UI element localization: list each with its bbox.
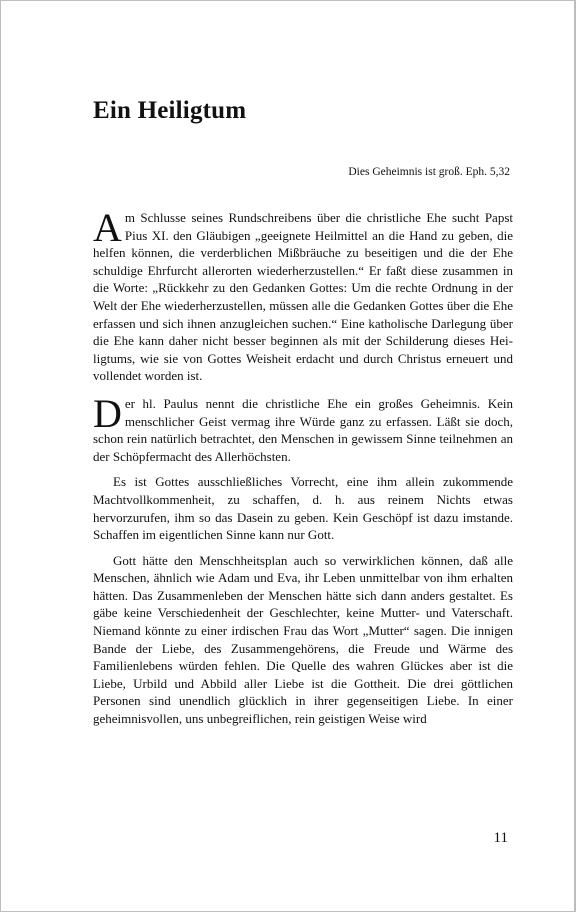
paragraph-text: er hl. Paulus nennt die christliche Ehe ein großes Geheimnis. Kein menschlicher Geist vermag ihre Würde ganz zu erfassen. Läßt sie doch, schon rein natürlich betrachtet, den Menschen in gewissem Sinne teilnehmen an der Schöpfermacht des Allerhöchsten. bbox=[93, 395, 513, 464]
paragraph-intro bbox=[93, 205, 513, 385]
drop-cap: D bbox=[93, 390, 122, 436]
paragraph: Gott hätte den Menschheitsplan auch so verwirklichen können, daß alle Menschen, ähnlich wie Adam und Eva, ihr Leben unmittelbar von ihm erhalten hätten. Das Zusammenleben der Menschen hätte sich dann anders gestaltet. Es gäbe keine Verschiedenheit der Geschlechter, keine Mutter- und Vaterschaft. Niemand könnte zu einer irdischen Frau das Wort „Mutter“ sagen. Die innigen Bande der Liebe, des Zusammengehörens, die Freude und Wärme des Familienlebens würden fehlen. Die Quelle des wahren Glückes aber ist die Liebe, Urbild und Abbild aller Liebe ist die Gottheit. Die drei göttlichen Personen sind unendlich glücklich in ihrer gegenseitigen Liebe. In einer geheimnisvollen, uns unbegreiflichen, rein geistigen Weise wird bbox=[93, 552, 513, 727]
paragraph-text: m Schlusse seines Rundschreibens über die christliche Ehe sucht Papst Pius XI. den Gläubigen „geeignete Heilmittel an die Hand zu geben, die helfen können, die verderblichen Mißbräuche zu beseitigen und die der Ehe schuldige Ehrfurcht allerorten wiederherzustellen.“ Er faßt diese zusammen in die Worte: „Rückkehr zu den Gedanken Gottes: Um die rechte Ordnung in der Welt der Ehe wiederherzustellen, müssen alle die Gedanken Gottes über die Ehe erfassen und sich ihnen anzugleichen suchen.“ Eine katholische Darlegung über die Ehe kann daher nicht besser beginnen als mit der Schilderung dieses Heiligtums, wie sie von Gottes Weisheit erdacht und durch Christus erneuert und vollendet worden ist. bbox=[93, 210, 513, 384]
page-title: Ein Heiligtum bbox=[93, 97, 247, 124]
body-text bbox=[93, 205, 513, 736]
drop-cap: A bbox=[93, 205, 122, 250]
paragraph: Es ist Gottes ausschließliches Vorrecht, eine ihm allein zukommende Machtvollkommenheit, zu schaffen, d. h. aus reinem Nichts etwas hervorzurufen, ihm so das Dasein zu geben. Kein Geschöpf ist dazu imstande. Schaffen im eigentlichen Sinne kann nur Gott. bbox=[93, 474, 513, 543]
epigraph: Dies Geheimnis ist groß. Eph. 5,32 bbox=[348, 166, 510, 178]
page-number: 11 bbox=[493, 830, 508, 846]
paragraph-section bbox=[93, 390, 513, 465]
